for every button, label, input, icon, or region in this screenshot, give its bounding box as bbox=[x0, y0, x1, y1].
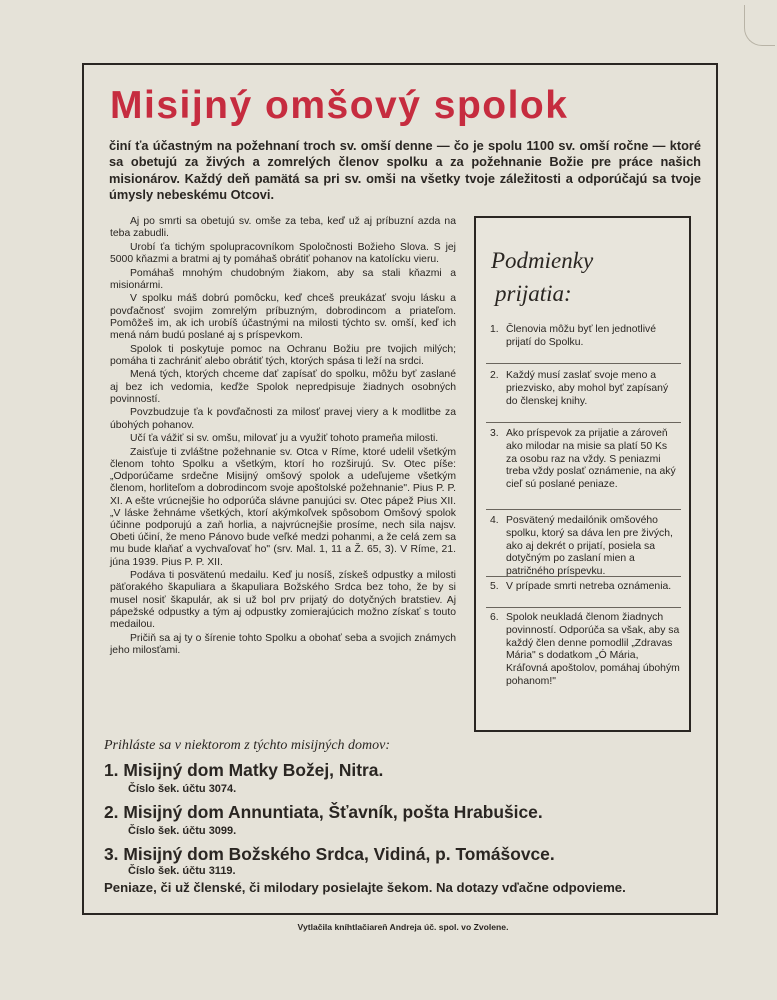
account-number-3: Číslo šek. účtu 3119. bbox=[128, 865, 236, 877]
condition-text: Každý musí zaslať svoje meno a priezvisko, aby mohol byť zapísaný do členskej knihy. bbox=[506, 370, 669, 407]
body-paragraph: Podáva ti posvätenú medailu. Keď ju nosíš, získeš odpustky a milosti päťorakého škapuliara a škapuliara Božského Srdca bez toho, že by si musel nosiť škapulár, ak si už bol prv prijatý do dotyčných bratstiev. Aj pápežské odpustky a tým aj odpustky zomierajúcich možno získať s touto medailou. bbox=[110, 570, 456, 631]
body-paragraph: Pomáhaš mnohým chudobným žiakom, aby sa stali kňazmi a misionármi. bbox=[110, 267, 456, 291]
benefits-column bbox=[110, 216, 456, 658]
divider bbox=[486, 576, 681, 577]
page-title: Misijný omšový spolok bbox=[110, 84, 569, 127]
divider bbox=[486, 363, 681, 364]
body-paragraph: Učí ťa vážiť si sv. omšu, milovať ju a využiť tohoto prameňa milosti. bbox=[130, 433, 439, 445]
account-number-1: Číslo šek. účtu 3074. bbox=[128, 783, 237, 795]
condition-item bbox=[490, 515, 680, 579]
conditions-title bbox=[491, 244, 593, 310]
body-paragraph: Aj po smrti sa obetujú sv. omše za teba, keď už aj príbuzní azda na teba zabudli. bbox=[110, 216, 456, 240]
conditions-title-line2: prijatia: bbox=[495, 281, 572, 306]
condition-number: 6. bbox=[490, 612, 499, 623]
condition-text: Posvätený medailónik omšového spolku, ktorý sa dáva len pre živých, ako aj dekrét o prijatí, posiela sa dotyčným po zaslaní mien a patričného príspevku. bbox=[506, 515, 673, 578]
condition-item bbox=[490, 428, 680, 492]
condition-number: 4. bbox=[490, 515, 499, 526]
mission-house-1: 1. Misijný dom Matky Božej, Nitra. bbox=[104, 760, 384, 780]
body-paragraph: Spolok ti poskytuje pomoc na Ochranu Božiu pre tvojich milých; pomáha ti zachrániť alebo obrátiť tých, ktorých spása ti leží na srdci. bbox=[110, 343, 456, 367]
condition-text: Spolok neukladá členom žiadnych povinností. Odporúča sa však, aby sa každý člen denne pomodlil „Zdravas Mária" s dodatkom „Ó Mária, Kráľovná apoštolov, pomáhaj úbohým pohanom!" bbox=[506, 612, 680, 687]
body-paragraph: V spolku máš dobrú pomôcku, keď chceš preukázať svoju lásku a povďačnosť svojim zomrelým príbuzným, dobrodincom a priateľom. Pomôžeš im, ak ich urobíš účastnými na milosti týchto sv. omší, keď ich mená nám budú poslané aj s príspevkom. bbox=[110, 293, 456, 341]
register-line: Prihláste sa v niektorom z týchto misijných domov: bbox=[104, 738, 391, 753]
condition-text: Ako príspevok za prijatie a zároveň ako milodar na misie sa platí 50 Ks za osobu raz na vždy. S peniazmi treba vždy poslať oznámenie, na aký cieľ sú poslané peniaze. bbox=[506, 428, 676, 491]
mission-house-2: 2. Misijný dom Annuntiata, Šťavník, pošta Hrabušice. bbox=[104, 802, 543, 822]
body-paragraph: Povzbudzuje ťa k povďačnosti za milosť pravej viery a k modlitbe za úbohých pohanov. bbox=[110, 407, 456, 431]
condition-text: Členovia môžu byť len jednotlivé prijatí do Spolku. bbox=[506, 324, 657, 348]
condition-number: 5. bbox=[490, 581, 499, 592]
divider bbox=[486, 422, 681, 423]
mission-house-3: 3. Misijný dom Božského Srdca, Vidiná, p. Tomášovce. bbox=[104, 844, 555, 864]
torn-corner bbox=[744, 5, 775, 46]
condition-number: 1. bbox=[490, 324, 499, 335]
condition-number: 3. bbox=[490, 428, 499, 439]
footer-note: Peniaze, či už členské, či milodary posielajte šekom. Na dotazy vďačne odpovieme. bbox=[104, 880, 626, 895]
printer-credit: Vytlačila kníhtlačiareň Andreja úč. spol. vo Zvolene. bbox=[297, 922, 509, 932]
condition-item bbox=[490, 324, 680, 350]
body-paragraph: Pričiň sa aj ty o šírenie tohto Spolku a obohať seba a svojich známych jeho milosťami. bbox=[110, 632, 456, 656]
condition-item bbox=[490, 581, 680, 594]
account-number-2: Číslo šek. účtu 3099. bbox=[128, 825, 237, 837]
condition-item bbox=[490, 370, 680, 408]
divider bbox=[486, 607, 681, 608]
condition-number: 2. bbox=[490, 370, 499, 381]
intro-paragraph: činí ťa účastným na požehnaní troch sv. omší denne — čo je spolu 1100 sv. omší ročne — ktoré sa obetujú za živých a zomrelých členov spolku a za požehnanie Božie pre práce našich misionárov. Každý deň pamätá sa pri sv. omši na všetky tvoje záležitosti a odporúčajú sa tvoje úmysly nebeskému Otcovi. bbox=[109, 138, 701, 202]
conditions-box bbox=[474, 216, 691, 732]
body-paragraph: Urobí ťa tichým spolupracovníkom Spoločnosti Božieho Slova. S jej 5000 kňazmi a bratmi aj ty pomáhaš obrátiť pohanov na katolícku vieru. bbox=[110, 241, 456, 265]
body-paragraph: Zaisťuje ti zvláštne požehnanie sv. Otca v Ríme, ktoré udelil všetkým členom tohto Spolku a všetkým, ktorí ho rozširujú. Sv. Otec píše: „Odporúčame srdečne Misijný omšový spolok a udeľujeme všetkým členom, horliteľom a dobrodincom svoje apoštolské požehnanie". Pius P. P. XI. A ešte vrúcnejšie ho odporúča slávne panujúci sv. Otec pápež Pius XII. „V láske žehnáme všetkých, ktorí akýmkoľvek spôsobom Omšový spolok účinne podporujú a zaň horlia, a najvrúcnejšie prosíme, nech sila najsv. Obeti účiní, že meno Pánovo bude veľké medzi pohanmi, a že celá zem sa mu bude klaňať a vychvaľovať ho" (srv. Mal. 1, 11 a Ž. 65, 3). V Ríme, 21. júna 1939. Pius P. P. XII. bbox=[110, 446, 456, 568]
divider bbox=[486, 509, 681, 510]
conditions-title-line1: Podmienky bbox=[491, 248, 594, 273]
condition-item bbox=[490, 612, 680, 689]
condition-text: V prípade smrti netreba oznámenia. bbox=[506, 581, 672, 592]
body-paragraph: Mená tých, ktorých chceme dať zapísať do spolku, môžu byť zaslané aj bez ich vedomia, keďže Spolok nepredpisuje žiadnych osobných povinností. bbox=[110, 369, 456, 405]
